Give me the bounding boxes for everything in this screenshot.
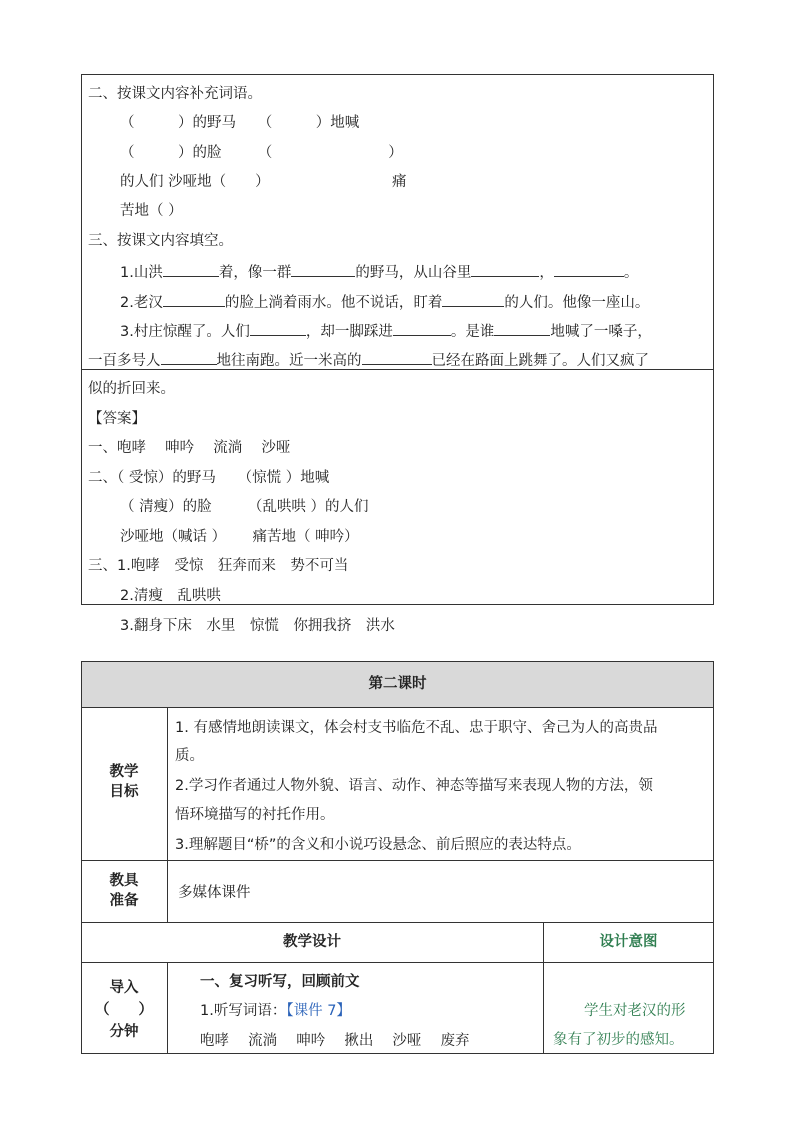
section3-q2: 2.老汉 的脸上淌着雨水。他不说话，盯着 的人们。他像一座山。 (120, 291, 649, 313)
blank[interactable] (471, 261, 539, 277)
answer-3-3: 3.翻身下床 水里 惊慌 你拥我挤 洪水 (120, 618, 395, 634)
answer-2-3: 沙哑地（喊话 ） 痛苦地（ 呻吟） (120, 529, 359, 545)
goal-1b: 质。 (175, 748, 204, 764)
lesson-header: 第二课时 (368, 676, 427, 692)
design-header: 教学设计 (283, 934, 341, 950)
section3-q3b: 一百多号人 地往南跑。近一米高的 已经在路面上跳舞了。人们又疯了 (88, 349, 649, 371)
section2-row3a: 的人们 沙哑地（ ） (120, 174, 270, 190)
tools-label: 教具 准备 (109, 873, 139, 909)
intro-label: 导入 （ ） 分钟 (95, 980, 153, 1040)
blank[interactable] (442, 291, 504, 307)
goal-1a: 1. 有感情地朗读课文，体会村支书临危不乱、忠于职守、舍己为人的高贵品 (175, 720, 658, 736)
answer-2-2: （ 清瘦）的脸 （乱哄哄 ）的人们 (120, 499, 369, 515)
answer-1: 一、咆哮 呻吟 流淌 沙哑 (88, 440, 291, 456)
step1-words: 咆哮 流淌 呻吟 揪出 沙哑 废弃 (200, 1033, 470, 1049)
section2-row4: 苦地（ ） (120, 203, 183, 219)
answer-3-1: 三、1.咆哮 受惊 狂奔而来 势不可当 (88, 558, 349, 574)
blank[interactable] (494, 320, 550, 336)
section2-row3b: 痛 (392, 174, 407, 190)
courseware-link[interactable]: 【课件 7】 (286, 1003, 351, 1019)
section2-row1: （ ）的野马 （ ）地喊 (120, 115, 360, 131)
goal-2a: 2.学习作者通过人物外貌、语言、动作、神态等描写来表现人物的方法，领 (175, 778, 653, 794)
step1-title: 一、复习听写，回顾前文 (200, 974, 360, 990)
blank[interactable] (362, 349, 432, 365)
blank[interactable] (250, 320, 306, 336)
goal-2b: 悟环境描写的衬托作用。 (175, 807, 335, 823)
blank[interactable] (291, 261, 355, 277)
blank[interactable] (393, 320, 451, 336)
section2-title: 二、按课文内容补充词语。 (88, 86, 262, 102)
blank[interactable] (554, 261, 624, 277)
intent-header: 设计意图 (599, 934, 658, 950)
blank[interactable] (163, 261, 219, 277)
blank[interactable] (163, 291, 225, 307)
goal-3: 3.理解题目“桥”的含义和小说巧设悬念、前后照应的表达特点。 (175, 837, 581, 853)
answer-2-1: 二、（ 受惊）的野马 （惊慌 ）地喊 (88, 470, 330, 486)
tools-value: 多媒体课件 (178, 885, 251, 901)
blank[interactable] (161, 349, 217, 365)
step1-dictation: 1.听写词语：【课件 7】 (200, 1003, 351, 1019)
section3-title: 三、按课文内容填空。 (88, 233, 233, 249)
answers-title: 【答案】 (88, 411, 146, 427)
section3-q3c: 似的折回来。 (88, 381, 175, 397)
intent-line-1: 学生对老汉的形 (584, 1003, 686, 1019)
section3-q3a: 3.村庄惊醒了。人们 ，却一脚踩进 。是谁 地喊了一嗓子， (120, 320, 652, 342)
section3-q1: 1.山洪 着，像一群 的野马，从山谷里 ， 。 (120, 261, 638, 283)
goals-label: 教学 目标 (109, 764, 139, 800)
section2-row2: （ ）的脸 （ ） (120, 145, 403, 161)
answer-3-2: 2.清瘦 乱哄哄 (120, 588, 221, 604)
intent-line-2: 象有了初步的感知。 (553, 1032, 684, 1048)
